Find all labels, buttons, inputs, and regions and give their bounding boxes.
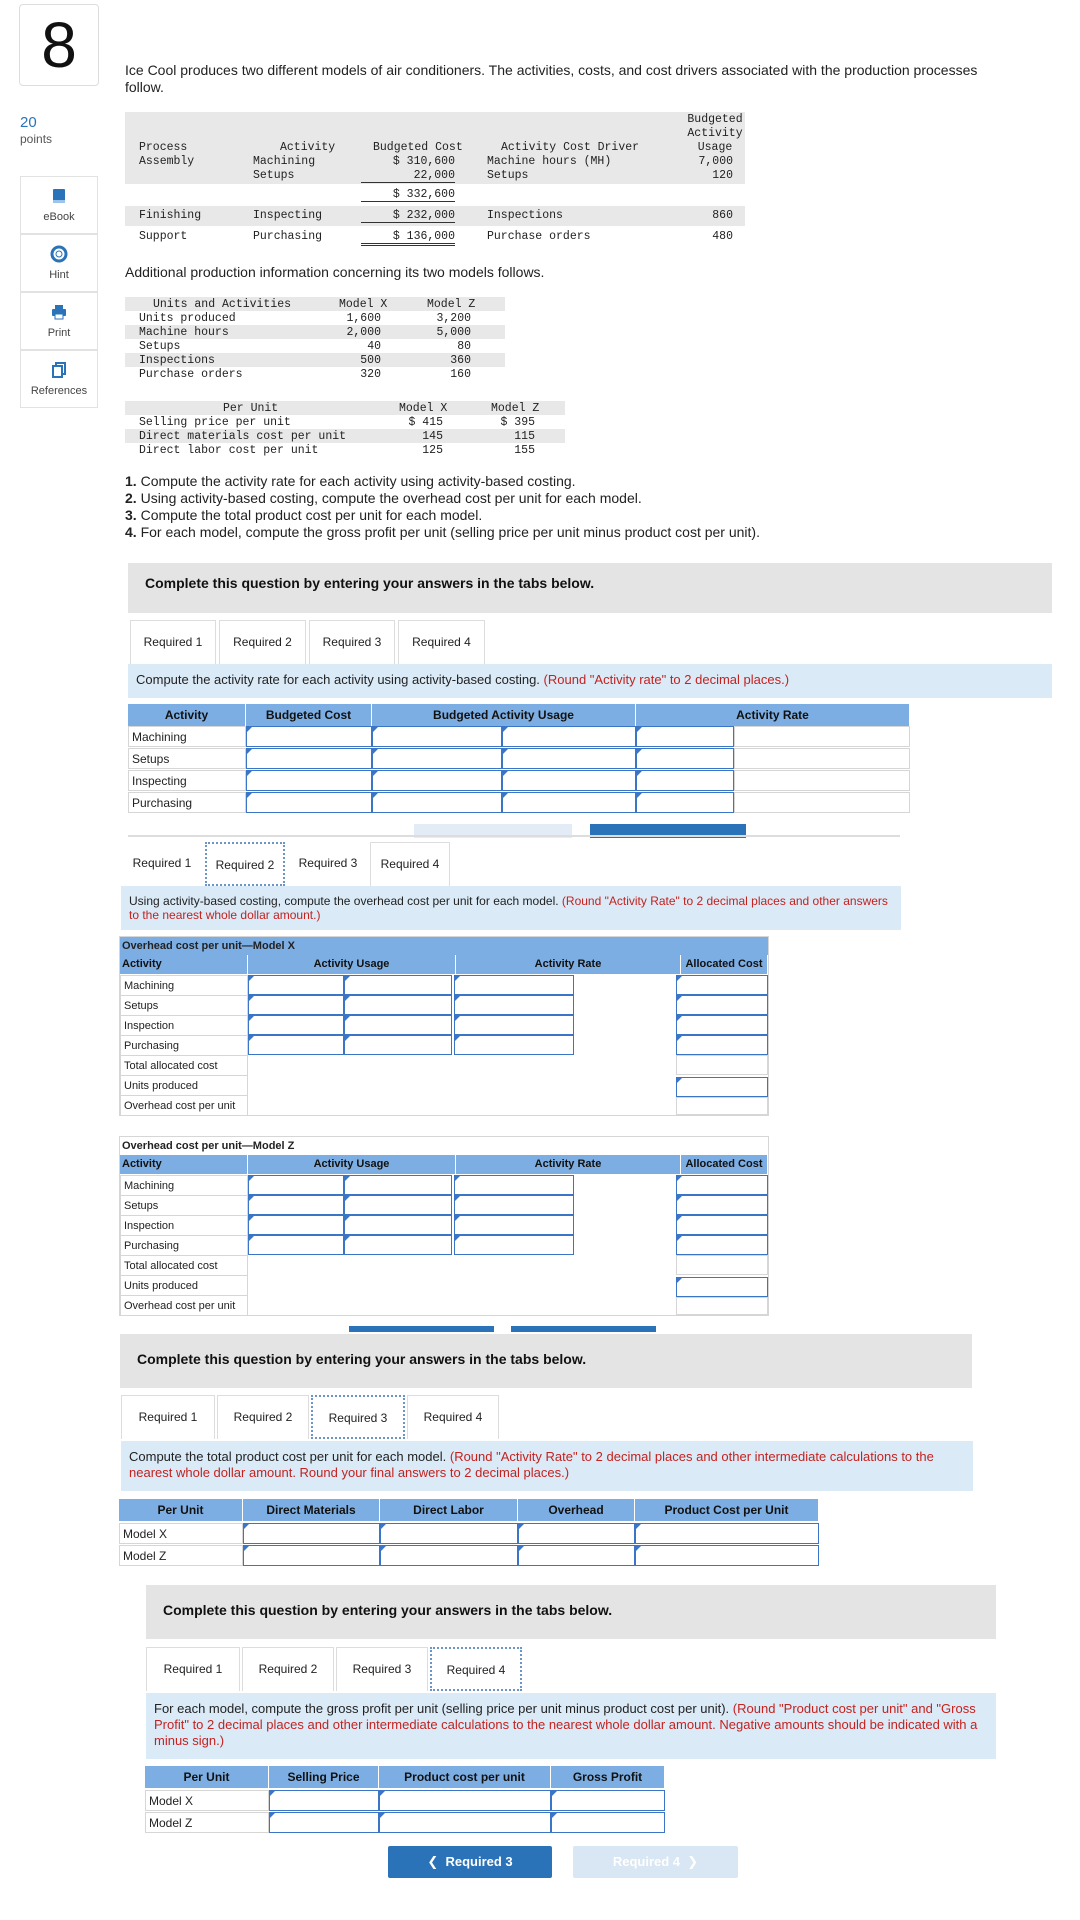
hint-label: Hint [49,269,69,281]
usage-header-2: Activity [687,127,743,140]
col-budgeted-usage: Budgeted Activity Usage [372,704,636,726]
col-activity-rate: Activity Rate [456,955,681,974]
activity-cell: Setups [253,169,295,182]
budgeted-cost-input[interactable] [246,748,372,769]
activity-rate-cell [734,770,910,791]
tab-required-1[interactable]: Required 1 [130,620,216,664]
units-produced-label: Units produced [120,1275,248,1296]
activity-cell: Machining [253,155,316,168]
activity-rate-cell [734,726,910,747]
budgeted-cost-header: Budgeted Cost [373,141,463,154]
units-row-z: 80 [457,340,471,353]
units-produced-input[interactable] [676,1077,768,1097]
req1-row-label: Purchasing [128,792,246,813]
activity-driver-input[interactable] [344,1235,452,1255]
activity-rate-input[interactable] [454,1235,574,1255]
req4-table [145,1766,665,1838]
per-unit-row-x: $ 415 [408,416,443,429]
driver-cell: Setups [487,169,529,182]
req4-instruction: For each model, compute the gross profit per unit (selling price per unit minus product cost per unit). (Round "Product cost per unit" and "Gross Profit" to 2 decimal places and other intermediate calculations to the nearest whole dollar amount. Negative amounts should be indicated with a minus sign.) [146,1693,996,1759]
model-x-header: Model X [339,298,388,311]
lifebuoy-icon [50,245,68,263]
nav-button-partial-next[interactable] [511,1326,656,1332]
selling-price-input[interactable] [269,1812,379,1833]
col-activity-rate: Activity Rate [636,704,910,726]
instructions-banner: Complete this question by entering your answers in the tabs below. [146,1585,996,1639]
col-product-cost: Product Cost per Unit [635,1499,819,1521]
activity-cell: Inspecting [253,209,323,222]
chevron-right-icon: ❯ [680,1854,699,1869]
references-label: References [30,385,88,397]
references-button[interactable] [20,350,98,408]
question-intro: Ice Cool produces two different models of air conditioners. The activities, costs, and cost drivers associated with the production processes follow. [125,62,978,95]
points-label: points [20,132,53,146]
req2-x-row-label: Purchasing [120,1035,248,1056]
tab-required-2[interactable]: Required 2 [219,620,306,664]
question-number: 8 [19,4,99,86]
activity-header: Activity [280,141,336,154]
tab-required-4[interactable]: Required 4 [398,620,485,664]
budgeted-cost-total-input[interactable] [372,792,502,813]
section-divider [128,835,900,837]
per-unit-row-z: $ 395 [500,416,535,429]
units-row-x: 1,600 [346,312,381,325]
cost-subtotal-cell: $ 332,600 [361,188,455,202]
tab-required-1[interactable]: Required 1 [121,1395,215,1439]
per-unit-row-label: Direct materials cost per unit [139,430,347,443]
product-cost-input[interactable] [379,1790,551,1811]
cost-cell: 22,000 [361,169,455,183]
req3-table [119,1499,819,1571]
usage-cell: 120 [712,169,733,182]
activity-driver-input[interactable] [344,1175,452,1195]
req1-row-label: Setups [128,748,246,769]
additional-info-text: Additional production information concerning its two models follows. [125,264,545,280]
activity-driver-input[interactable] [344,1035,452,1055]
tab-required-2[interactable]: Required 2 [217,1395,309,1439]
usage-cell: 7,000 [698,155,733,168]
requirement-item: 3. Compute the total product cost per unit for each model. [125,507,483,523]
col-activity-rate: Activity Rate [456,1155,681,1174]
activity-rate-input[interactable] [454,1035,574,1055]
col-selling-price: Selling Price [269,1766,379,1788]
units-row-label: Inspections [139,354,215,367]
activity-usage-input[interactable] [248,995,344,1015]
col-budgeted-cost: Budgeted Cost [246,704,372,726]
gross-profit-input[interactable] [551,1812,665,1833]
allocated-cost-input[interactable] [676,995,768,1015]
budgeted-cost-input[interactable] [246,726,372,747]
printer-icon [50,303,68,321]
process-cell: Support [139,230,188,243]
units-row-label: Purchase orders [139,368,243,381]
process-cell: Assembly [139,155,195,168]
col-product-cost: Product cost per unit [379,1766,551,1788]
col-activity-usage: Activity Usage [248,1155,456,1174]
units-row-z: 5,000 [436,326,471,339]
units-row-label: Setups [139,340,181,353]
activity-driver-input[interactable] [344,1015,452,1035]
requirements-list [125,473,760,541]
activity-cost-table [125,112,745,254]
units-produced-input[interactable] [676,1277,768,1297]
req2-z-row-label: Inspection [120,1215,248,1236]
tab-required-3[interactable]: Required 3 [311,1395,405,1439]
per-unit-row-label: Direct labor cost per unit [139,444,319,457]
col-per-unit: Per Unit [145,1766,269,1788]
product-cost-input[interactable] [635,1523,819,1544]
driver-cell: Purchase orders [487,230,591,243]
per-unit-row-x: 145 [422,430,443,443]
budgeted-cost-input[interactable] [246,770,372,791]
usage-unit-input[interactable] [636,770,734,791]
tab-required-3[interactable]: Required 3 [309,620,395,664]
units-header: Units and Activities [153,298,292,311]
usage-unit-input[interactable] [636,792,734,813]
units-row-label: Machine hours [139,326,229,339]
tab-required-3[interactable]: Required 3 [336,1647,428,1691]
overhead-per-unit-label: Overhead cost per unit [120,1095,248,1116]
budgeted-cost-total-input[interactable] [372,770,502,791]
driver-cell: Machine hours (MH) [487,155,612,168]
activity-rate-input[interactable] [454,1015,574,1035]
activity-rate-input[interactable] [454,1215,574,1235]
col-activity-usage: Activity Usage [248,955,456,974]
driver-header: Activity Cost Driver [501,141,640,154]
tab-required-4[interactable]: Required 4 [370,842,450,886]
per-unit-row-z: 155 [514,444,535,457]
col-allocated-cost: Allocated Cost [681,955,768,974]
activity-rate-input[interactable] [454,1175,574,1195]
budgeted-usage-input[interactable] [502,726,636,747]
col-overhead: Overhead [518,1499,635,1521]
product-cost-input[interactable] [379,1812,551,1833]
overhead-input[interactable] [518,1545,635,1566]
activity-usage-input[interactable] [248,1015,344,1035]
allocated-cost-input[interactable] [676,1215,768,1235]
col-activity: Activity [120,1155,248,1174]
allocated-cost-input[interactable] [676,975,768,995]
usage-cell: 860 [712,209,733,222]
req2-x-row-label: Inspection [120,1015,248,1036]
overhead-per-unit-cell [676,1097,768,1115]
req1-instruction: Compute the activity rate for each activity using activity-based costing. (Round "Activity rate" to 2 decimal places.) [128,664,1052,698]
per-unit-header: Per Unit [223,402,279,415]
req2-model-x-table [119,936,769,1116]
tab-required-1[interactable]: Required 1 [146,1647,240,1691]
req2-x-row-label: Setups [120,995,248,1016]
budgeted-cost-input[interactable] [246,792,372,813]
req1-row-label: Inspecting [128,770,246,791]
activity-driver-input[interactable] [344,1195,452,1215]
model-x-header: Model X [399,402,448,415]
prev-required-button[interactable]: ❮ Required 3 [388,1846,552,1878]
next-required-button[interactable]: Required 4 ❯ [573,1846,738,1878]
hint-button[interactable] [20,234,98,292]
per-unit-row-z: 115 [514,430,535,443]
activity-usage-input[interactable] [248,975,344,995]
req2-x-row-label: Machining [120,975,248,996]
model-z-title: Overhead cost per unit—Model Z [120,1137,768,1155]
budgeted-usage-input[interactable] [502,792,636,813]
tab-required-4[interactable]: Required 4 [430,1647,522,1691]
col-activity: Activity [120,955,248,974]
points-value: 20 [20,114,37,131]
units-row-label: Units produced [139,312,236,325]
col-direct-labor: Direct Labor [380,1499,518,1521]
col-direct-materials: Direct Materials [243,1499,380,1521]
req2-z-row-label: Setups [120,1195,248,1216]
tab-required-2[interactable]: Required 2 [205,842,285,886]
model-z-header: Model Z [427,298,476,311]
per-unit-row-x: 125 [422,444,443,457]
requirement-item: 1. Compute the activity rate for each activity using activity-based costing. [125,473,576,489]
units-row-z: 160 [450,368,471,381]
direct-labor-input[interactable] [380,1545,518,1566]
units-row-x: 2,000 [346,326,381,339]
allocated-cost-input[interactable] [676,1175,768,1195]
req3-row-label: Model X [119,1523,243,1544]
per-unit-row-label: Selling price per unit [139,416,291,429]
activity-cell: Purchasing [253,230,323,243]
ebook-button[interactable] [20,176,98,234]
col-per-unit: Per Unit [119,1499,243,1521]
nav-button-partial-prev[interactable] [349,1326,494,1332]
process-cell: Finishing [139,209,202,222]
budgeted-cost-total-input[interactable] [372,726,502,747]
direct-materials-input[interactable] [243,1545,380,1566]
instructions-banner: Complete this question by entering your answers in the tabs below. [128,563,1052,613]
col-activity: Activity [128,704,246,726]
budgeted-usage-input[interactable] [502,770,636,791]
req2-model-z-table [119,1136,769,1316]
req2-z-row-label: Purchasing [120,1235,248,1256]
req3-row-label: Model Z [119,1545,243,1566]
activity-rate-input[interactable] [454,975,574,995]
col-gross-profit: Gross Profit [551,1766,665,1788]
print-button[interactable] [20,292,98,350]
model-x-title: Overhead cost per unit—Model X [120,937,768,955]
print-label: Print [47,327,71,339]
req4-row-label: Model X [145,1790,269,1811]
activity-rate-input[interactable] [454,995,574,1015]
cost-cell: $ 232,000 [361,209,455,223]
process-header: Process [139,141,188,154]
direct-materials-input[interactable] [243,1523,380,1544]
model-z-header: Model Z [491,402,540,415]
allocated-cost-input[interactable] [676,1195,768,1215]
tab-required-1[interactable]: Required 1 [122,842,202,886]
book-icon [50,187,68,205]
usage-unit-input[interactable] [636,748,734,769]
activity-usage-input[interactable] [248,1235,344,1255]
units-table [125,297,505,387]
units-row-z: 360 [450,354,471,367]
req3-instruction: Compute the total product cost per unit for each model. (Round "Activity Rate" to 2 decimal places and other intermediate calculations to the nearest whole dollar amount. Round your final answers to 2 decimal places.) [121,1441,973,1491]
total-allocated-cell [676,1255,768,1275]
allocated-cost-input[interactable] [676,1015,768,1035]
total-allocated-cell [676,1055,768,1075]
units-row-x: 320 [360,368,381,381]
units-produced-label: Units produced [120,1075,248,1096]
activity-rate-input[interactable] [454,1195,574,1215]
units-row-x: 40 [367,340,381,353]
activity-rate-cell [734,792,910,813]
col-allocated-cost: Allocated Cost [681,1155,768,1174]
overhead-per-unit-cell [676,1297,768,1315]
gross-profit-input[interactable] [551,1790,665,1811]
req2-instruction: Using activity-based costing, compute the overhead cost per unit for each model. (Round "Activity Rate" to 2 decimal places and other answers to the nearest whole dollar amount.) [121,886,901,930]
activity-usage-input[interactable] [248,1195,344,1215]
tab-required-3[interactable]: Required 3 [288,842,368,886]
tab-required-2[interactable]: Required 2 [242,1647,334,1691]
selling-price-input[interactable] [269,1790,379,1811]
tab-required-4[interactable]: Required 4 [407,1395,499,1439]
activity-usage-input[interactable] [248,1035,344,1055]
overhead-per-unit-label: Overhead cost per unit [120,1295,248,1316]
allocated-cost-input[interactable] [676,1235,768,1255]
requirement-item: 4. For each model, compute the gross profit per unit (selling price per unit minus product cost per unit). [125,524,760,540]
activity-driver-input[interactable] [344,975,452,995]
req1-table [128,704,910,814]
chevron-left-icon: ❮ [427,1854,446,1869]
usage-unit-input[interactable] [636,726,734,747]
usage-cell: 480 [712,230,733,243]
product-cost-input[interactable] [635,1545,819,1566]
activity-rate-cell [734,748,910,769]
units-row-z: 3,200 [436,312,471,325]
ebook-label: eBook [43,211,75,223]
per-unit-table [125,401,565,461]
budgeted-usage-input[interactable] [502,748,636,769]
activity-usage-input[interactable] [248,1215,344,1235]
direct-labor-input[interactable] [380,1523,518,1544]
cost-cell: $ 310,600 [392,155,455,168]
total-allocated-label: Total allocated cost [120,1055,248,1076]
driver-cell: Inspections [487,209,563,222]
req4-row-label: Model Z [145,1812,269,1833]
activity-driver-input[interactable] [344,995,452,1015]
activity-driver-input[interactable] [344,1215,452,1235]
total-allocated-label: Total allocated cost [120,1255,248,1276]
req1-row-label: Machining [128,726,246,747]
instructions-banner: Complete this question by entering your answers in the tabs below. [120,1334,972,1388]
activity-usage-input[interactable] [248,1175,344,1195]
usage-header-3: Usage [697,141,733,154]
cost-cell: $ 136,000 [361,230,455,246]
requirement-item: 2. Using activity-based costing, compute the overhead cost per unit for each model. [125,490,642,506]
overhead-input[interactable] [518,1523,635,1544]
allocated-cost-input[interactable] [676,1035,768,1055]
copy-icon [50,361,68,379]
budgeted-cost-total-input[interactable] [372,748,502,769]
req2-z-row-label: Machining [120,1175,248,1196]
units-row-x: 500 [360,354,381,367]
usage-header-1: Budgeted [687,113,743,126]
